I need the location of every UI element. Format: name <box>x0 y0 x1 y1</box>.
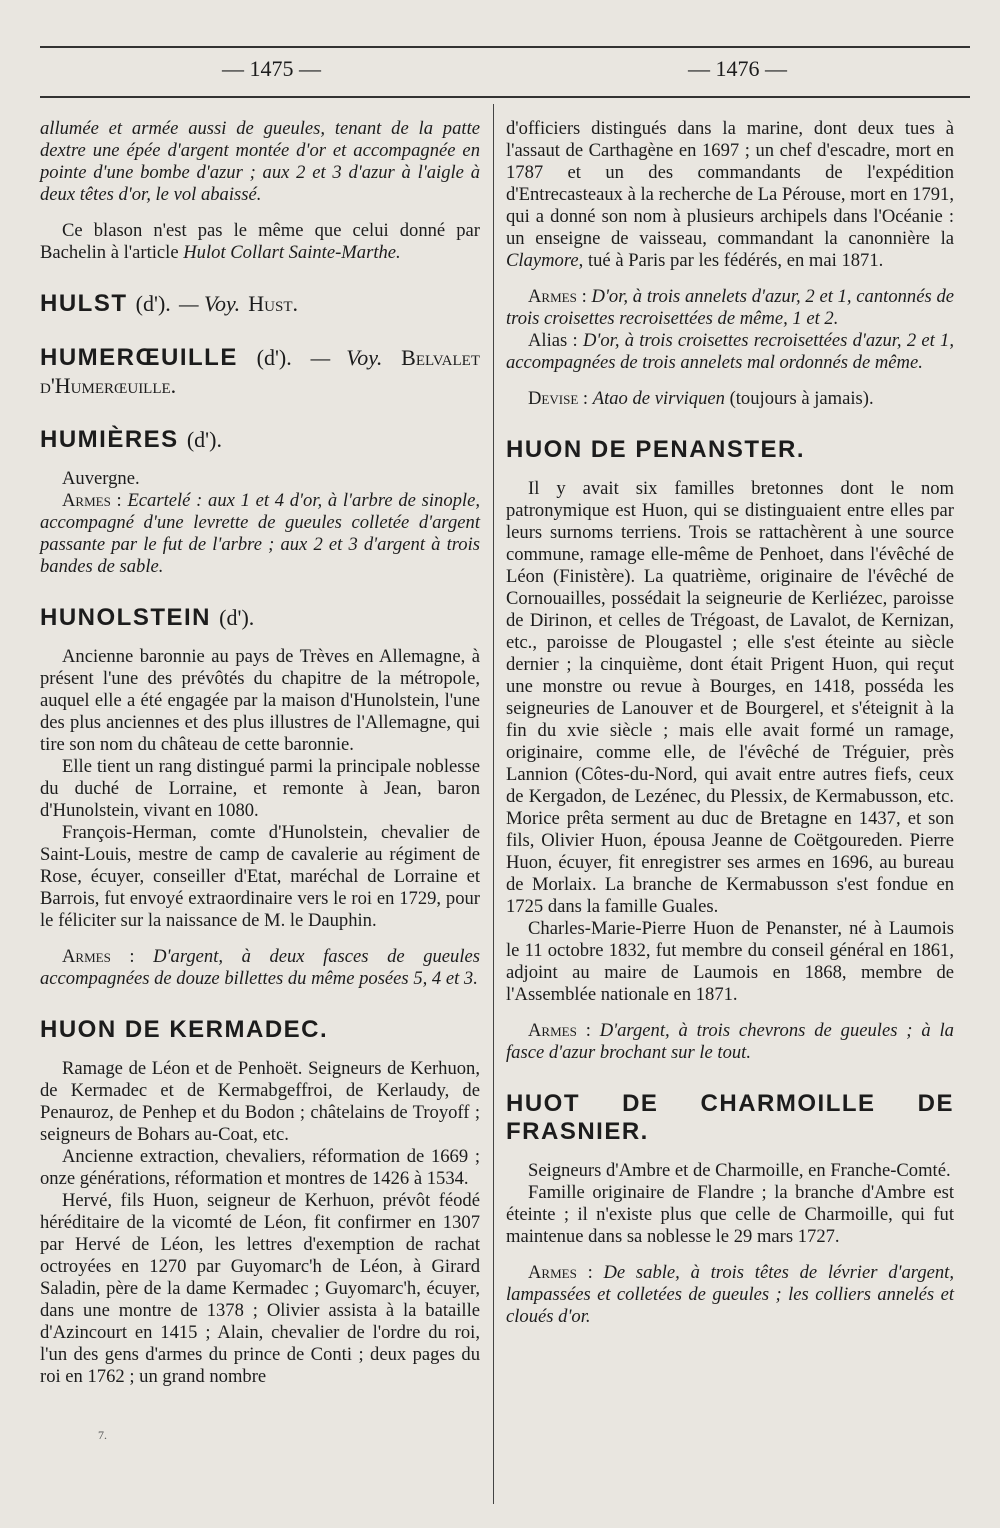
left-column <box>40 118 480 1388</box>
kermadec-para-2: Ancienne extraction, chevaliers, réformation de 1669 ; onze générations, réformation et montres de 1426 à 1534. <box>40 1146 480 1189</box>
entry-heading-penanster: HUON DE PENANSTER. <box>506 436 806 463</box>
kermadec-devise <box>506 388 954 410</box>
penanster-para-1: Il y avait six familles bretonnes dont le nom patronymique est Huon, qui se distinguaient entre elles par leurs surnoms terriens. Trois se rattachèrent à une source commune, ramage elle-même de Penhoet, dans l'évêché de Léon (Finistère). La quatrième, originaire de l'évêché de Cornouailles, possédait la seigneurie de Kerliézec, paroisse de Dirinon, et celles de Trégoast, de Lavalot, de Kernizan, etc., paroisse de Plougastel ; elle s'est éteinte au siècle dernier ; la cinquième, dont était Prigent Huon, qui reçut une monstre ou revue à Bourges, en 1418, posséda les seigneuries de Lanouver et de Bourgerel, et s'éteignit à la fin du xvie siècle ; mais elle avait formé un ramage, originaire, comme elle, de l'évêché de Tréguier, près Lannion (Côtes-du-Nord, qui avait entre autres fiefs, ceux de Kergadon, de Lezénec, du Plessix, de Kermabusson, etc. Morice prêta serment au duc de Bretagne en 1437, et son fils, Olivier Huon, épousa Jeanne de Coëtgoureden. Pierre Huon, écuyer, fit enregistrer ses armes en 1696, au bureau de Morlaix. La branche de Kermabusson s'est fondue en 1725 dans la famille Guales. <box>506 478 954 917</box>
continuation-end: , tué à Paris par les fédérés, en mai 1871. <box>578 250 884 271</box>
penanster-arms <box>506 1020 954 1064</box>
column-divider <box>493 104 494 1504</box>
kermadec-para-1: Ramage de Léon et de Penhoët. Seigneurs de Kerhuon, de Kermadec et de Kermabgeffroi, de Kerlaudy, de Penauroz, de Penhep et du Bodon ; châtelains de Troyoff ; seigneurs de Bohars au-Coat, etc. <box>40 1058 480 1145</box>
huot-arms-text: De sable, à trois têtes de lévrier d'argent, lampassées et colletées de gueules ; les colliers annelés et cloués d'or. <box>506 1262 954 1327</box>
kermadec-arms <box>506 286 954 330</box>
blason-note <box>40 220 480 264</box>
entry-heading-huot: HUOT DE CHARMOILLE DE FRASNIER. <box>506 1090 954 1145</box>
hunolstein-arms <box>40 946 480 990</box>
kermadec-devise-label: Devise : <box>528 388 589 409</box>
humieres-region: Auvergne. <box>62 468 140 489</box>
humeroeuille-ref: Belvalet d'Humerœuille. <box>40 345 480 398</box>
kermadec-devise-translation: (toujours à jamais). <box>724 388 874 409</box>
huot-para-1: Seigneurs d'Ambre et de Charmoille, en Franche-Comté. <box>528 1160 951 1181</box>
header-rule <box>40 96 970 98</box>
kermadec-arms-label: Armes : <box>528 286 587 307</box>
page-number-right: — 1476 — <box>688 56 787 81</box>
humeroeuille-name: HUMERŒUILLE <box>40 344 238 371</box>
humeroeuille-suffix: (d'). <box>256 345 292 370</box>
kermadec-alias-label: Alias : <box>528 330 578 351</box>
entry-heading-humieres <box>40 426 480 454</box>
kermadec-alias <box>506 330 954 374</box>
kermadec-devise-text: Atao de virviquen <box>592 388 725 409</box>
humeroeuille-voy: — Voy. <box>310 345 383 370</box>
hunolstein-para-1: Ancienne baronnie au pays de Trèves en Allemagne, à présent l'une des prévôtés du chapitre de la métropole, auquel elle a été engagée par la maison d'Hunolstein, l'une des plus anciennes et des plus illustres de l'Allemagne, qui tire son nom du château de cette baronnie. <box>40 646 480 755</box>
hunolstein-arms-text: D'argent, à deux fasces de gueules accompagnées de douze billettes du même posées 5, 4 et 3. <box>40 946 480 989</box>
hunolstein-name: HUNOLSTEIN <box>40 604 211 631</box>
blason-note-text: Ce blason n'est pas le même que celui donné par Bachelin à l'article <box>40 220 480 263</box>
continuation-ship: Claymore <box>506 250 579 271</box>
penanster-arms-label: Armes : <box>528 1020 591 1041</box>
blason-note-ref: Hulot Collart Sainte-Marthe. <box>183 242 401 263</box>
humieres-name: HUMIÈRES <box>40 426 179 453</box>
entry-heading-kermadec: HUON DE KERMADEC. <box>40 1016 329 1043</box>
huot-arms-label: Armes : <box>528 1262 593 1283</box>
huot-arms <box>506 1262 954 1328</box>
kermadec-para-3: Hervé, fils Huon, seigneur de Kerhuon, prévôt féodé héréditaire de la vicomté de Léon, fit confirmer en 1307 par Hervé de Léon, les lettres d'exemption de rachat octroyées en 1270 par Guyomarc'h de Léon, à Girard Saladin, père de la dame Kermadec ; Guyomarc'h, écuyer, dans une montre de 1378 ; Olivier assista à la bataille d'Azincourt en 1415 ; Alain, chevalier de l'ordre du roi, l'un des gens d'armes du prince de Conti ; deux pages du roi en 1762 ; un grand nombre <box>40 1190 480 1387</box>
right-column <box>506 118 954 1328</box>
hunolstein-arms-label: Armes : <box>62 946 135 967</box>
kermadec-continuation <box>506 118 954 272</box>
kermadec-alias-text: D'or, à trois croisettes recroisettées d'azur, 2 et 1, accompagnées de trois annelets mal ordonnés de même. <box>506 330 954 373</box>
entry-heading-hunolstein <box>40 604 480 632</box>
penanster-para-2: Charles-Marie-Pierre Huon de Penanster, né à Laumois le 11 octobre 1832, fut membre du conseil général en 1861, adjoint au maire de Laumois en 1868, membre de l'Assemblée nationale en 1871. <box>506 918 954 1005</box>
hunolstein-para-2: Elle tient un rang distingué parmi la principale noblesse du duché de Lorraine, et remonte à Jean, baron d'Hunolstein, vivant en 1080. <box>40 756 480 821</box>
hunolstein-para-3: François-Herman, comte d'Hunolstein, chevalier de Saint-Louis, mestre de camp de cavalerie au régiment de Rose, écuyer, conseiller d'Etat, maréchal de Lorraine et Barrois, fut envoyé extraordinaire vers le roi en 1729, pour le féliciter sur la naissance de M. le Dauphin. <box>40 822 480 931</box>
humieres-suffix: (d'). <box>186 427 222 452</box>
entry-heading-hulst <box>40 290 480 318</box>
humieres-arms-label: Armes : <box>62 490 122 511</box>
hulst-suffix: (d'). <box>135 291 171 316</box>
top-rule <box>40 46 970 48</box>
hulst-name: HULST <box>40 290 128 317</box>
hunolstein-suffix: (d'). <box>219 605 255 630</box>
kermadec-arms-text: D'or, à trois annelets d'azur, 2 et 1, cantonnés de trois croisettes recroisettées de même, 1 et 2. <box>506 286 954 329</box>
continuation-text: d'officiers distingués dans la marine, dont deux tues à l'assaut de Carthagène en 1697 ; un chef d'escadre, mort en 1787 et un des commandants de l'expédition d'Entrecasteaux à la recherche de La Pérouse, mort en 1791, qui a donné son nom à plusieurs archipels dans l'Océanie : un enseigne de vaisseau, commandant la canonnière la <box>506 118 954 249</box>
entry-heading-humeroeuille <box>40 344 480 400</box>
page-number-left: — 1475 — <box>222 56 321 81</box>
humieres-arms <box>40 490 480 578</box>
penanster-arms-text: D'argent, à trois chevrons de gueules ; à la fasce d'azur brochant sur le tout. <box>506 1020 954 1063</box>
hulst-ref: Hust. <box>248 291 298 316</box>
hulst-voy: — Voy. <box>178 291 241 316</box>
humieres-arms-text: Ecartelé : aux 1 et 4 d'or, à l'arbre de sinople, accompagné d'une levrette de gueules colletée d'argent passante par le fut de l'arbre ; aux 2 et 3 d'argent à trois bandes de sable. <box>40 490 480 577</box>
huot-para-2: Famille originaire de Flandre ; la branche d'Ambre est éteinte ; il n'existe plus que celle de Charmoille, qui fut maintenue dans sa noblesse le 29 mars 1727. <box>506 1182 954 1247</box>
intro-continuation: allumée et armée aussi de gueules, tenant de la patte dextre une épée d'argent montée d'or et accompagnée en pointe d'une bombe d'azur ; aux 2 et 3 d'azur à l'aigle à deux têtes d'or, le vol abaissé. <box>40 118 480 205</box>
signature-mark: 7. <box>98 1428 107 1442</box>
